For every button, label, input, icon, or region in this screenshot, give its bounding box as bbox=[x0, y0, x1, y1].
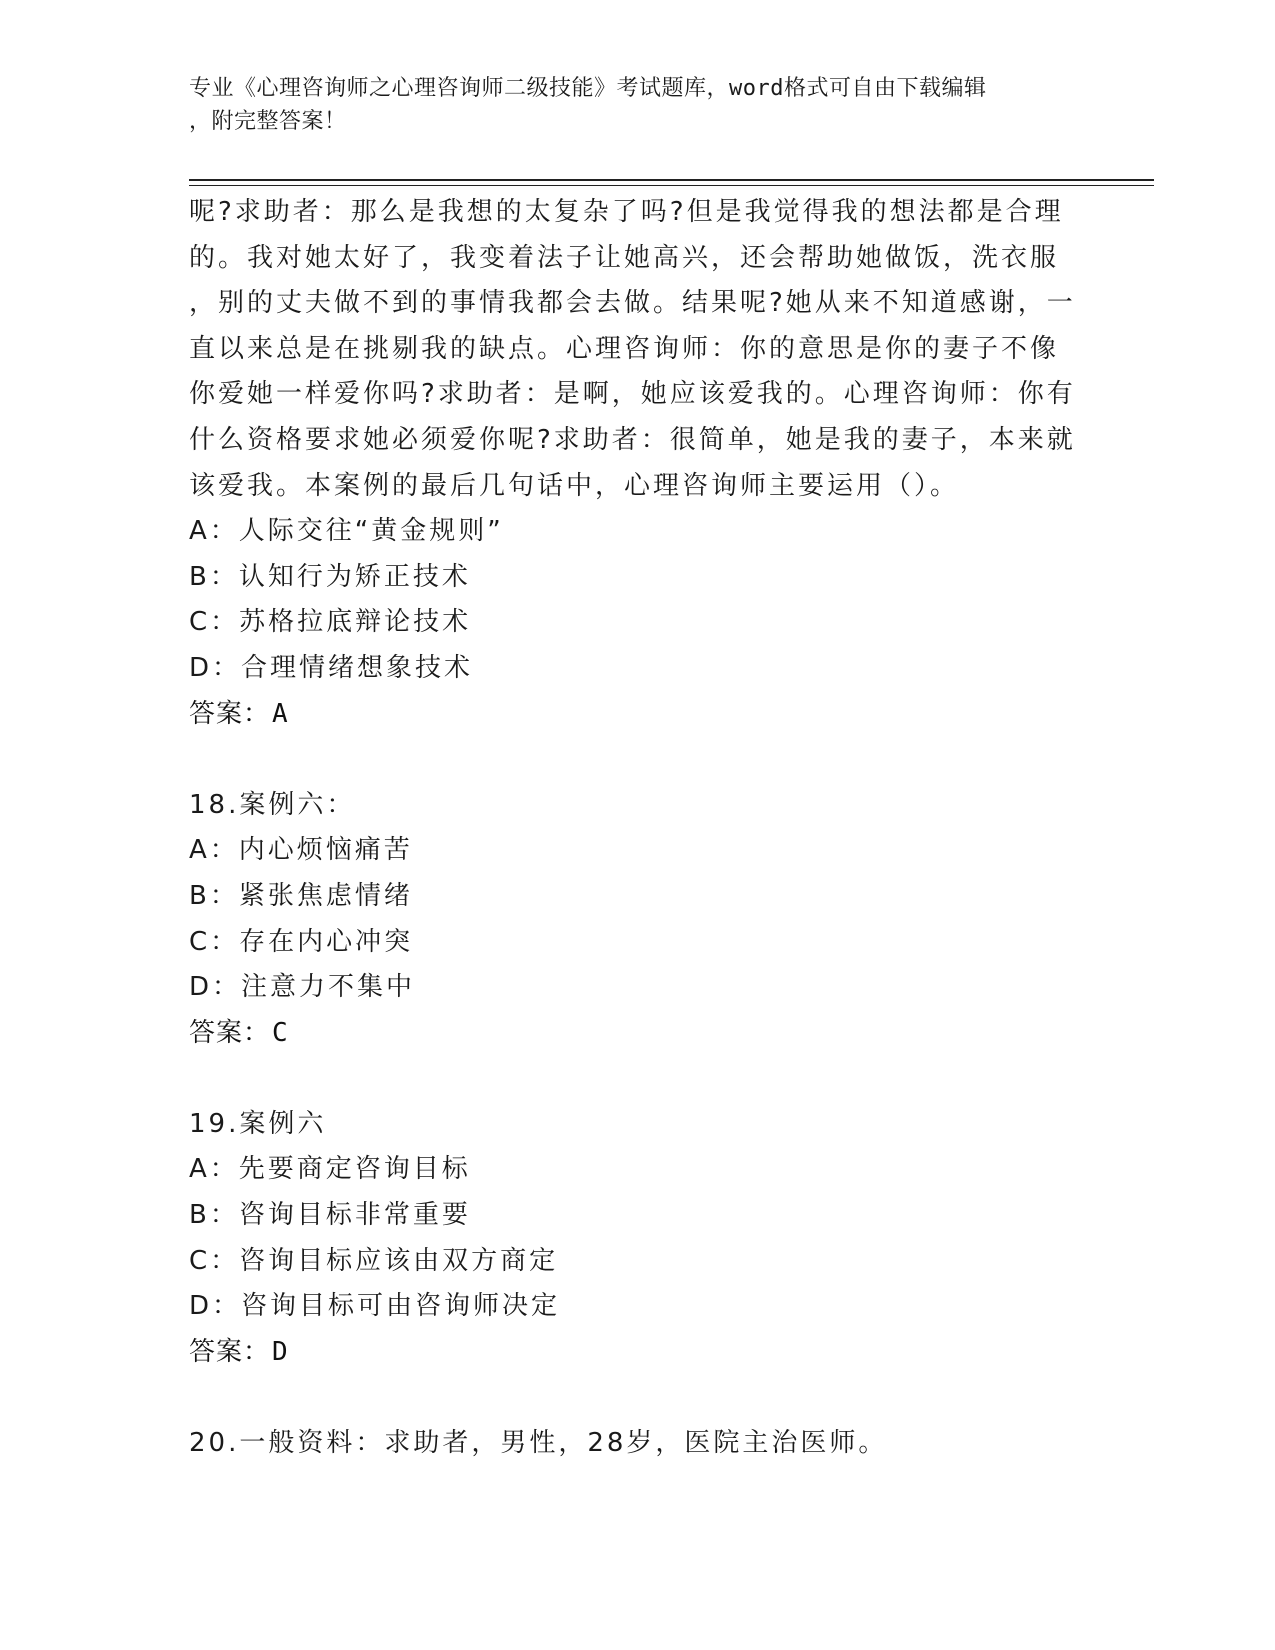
header-divider-thick bbox=[189, 179, 1154, 181]
document-body bbox=[189, 190, 1076, 1467]
answer-line bbox=[189, 1011, 1069, 1057]
header-divider-thin bbox=[189, 185, 1154, 186]
answer-label: 答案： bbox=[189, 698, 271, 729]
answer-value: C bbox=[272, 1017, 289, 1048]
option-d: D：合理情绪想象技术 bbox=[189, 652, 474, 683]
case-text-line: 的。我对她太好了，我变着法子让她高兴，还会帮助她做饭，洗衣服 bbox=[189, 242, 1060, 273]
case-text-line: 你爱她一样爱你吗?求助者：是啊，她应该爱我的。心理咨询师：你有 bbox=[189, 379, 1076, 410]
answer-value: D bbox=[272, 1336, 289, 1367]
question-17-options bbox=[189, 509, 1069, 737]
question-19 bbox=[189, 1102, 1069, 1376]
option-a: A：内心烦恼痛苦 bbox=[189, 835, 413, 866]
answer-line bbox=[189, 1330, 1069, 1376]
option-d: D：注意力不集中 bbox=[189, 972, 416, 1003]
option-a: A：人际交往“黄金规则” bbox=[189, 516, 504, 547]
spacer bbox=[189, 737, 1069, 783]
option-c: C：咨询目标应该由双方商定 bbox=[189, 1245, 559, 1276]
answer-label: 答案： bbox=[189, 1017, 271, 1048]
question-18 bbox=[189, 783, 1069, 1057]
answer-line bbox=[189, 692, 1069, 738]
answer-label: 答案： bbox=[189, 1336, 271, 1367]
question-title: 18.案例六： bbox=[189, 789, 356, 820]
spacer bbox=[189, 1375, 1069, 1421]
option-b: B：紧张焦虑情绪 bbox=[189, 880, 413, 911]
option-a: A：先要商定咨询目标 bbox=[189, 1154, 471, 1185]
question-title: 19.案例六 bbox=[189, 1108, 327, 1139]
case-text-line: ，别的丈夫做不到的事情我都会去做。结果呢?她从来不知道感谢，一 bbox=[189, 288, 1076, 319]
case-text-line: 该爱我。本案例的最后几句话中，心理咨询师主要运用（）。 bbox=[189, 470, 960, 501]
header-title-line2: ，附完整答案！ bbox=[189, 109, 347, 134]
document-header bbox=[189, 72, 1089, 138]
option-d: D：咨询目标可由咨询师决定 bbox=[189, 1291, 561, 1322]
option-c: C：存在内心冲突 bbox=[189, 926, 414, 957]
question-title: 20.一般资料：求助者，男性，28岁，医院主治医师。 bbox=[189, 1428, 888, 1459]
header-title-line1: 专业《心理咨询师之心理咨询师二级技能》考试题库，word格式可自由下载编辑 bbox=[189, 76, 987, 101]
answer-value: A bbox=[272, 698, 289, 729]
option-b: B：认知行为矫正技术 bbox=[189, 561, 471, 592]
question-20 bbox=[189, 1421, 1069, 1467]
case-text-paragraph bbox=[189, 190, 1076, 509]
case-text-line: 呢?求助者：那么是我想的太复杂了吗?但是我觉得我的想法都是合理 bbox=[189, 197, 1064, 227]
case-text-line: 什么资格要求她必须爱你呢?求助者：很简单，她是我的妻子，本来就 bbox=[189, 424, 1076, 455]
spacer bbox=[189, 1056, 1069, 1102]
option-c: C：苏格拉底辩论技术 bbox=[189, 607, 472, 638]
case-text-line: 直以来总是在挑剔我的缺点。心理咨询师：你的意思是你的妻子不像 bbox=[189, 333, 1060, 364]
option-b: B：咨询目标非常重要 bbox=[189, 1200, 471, 1231]
